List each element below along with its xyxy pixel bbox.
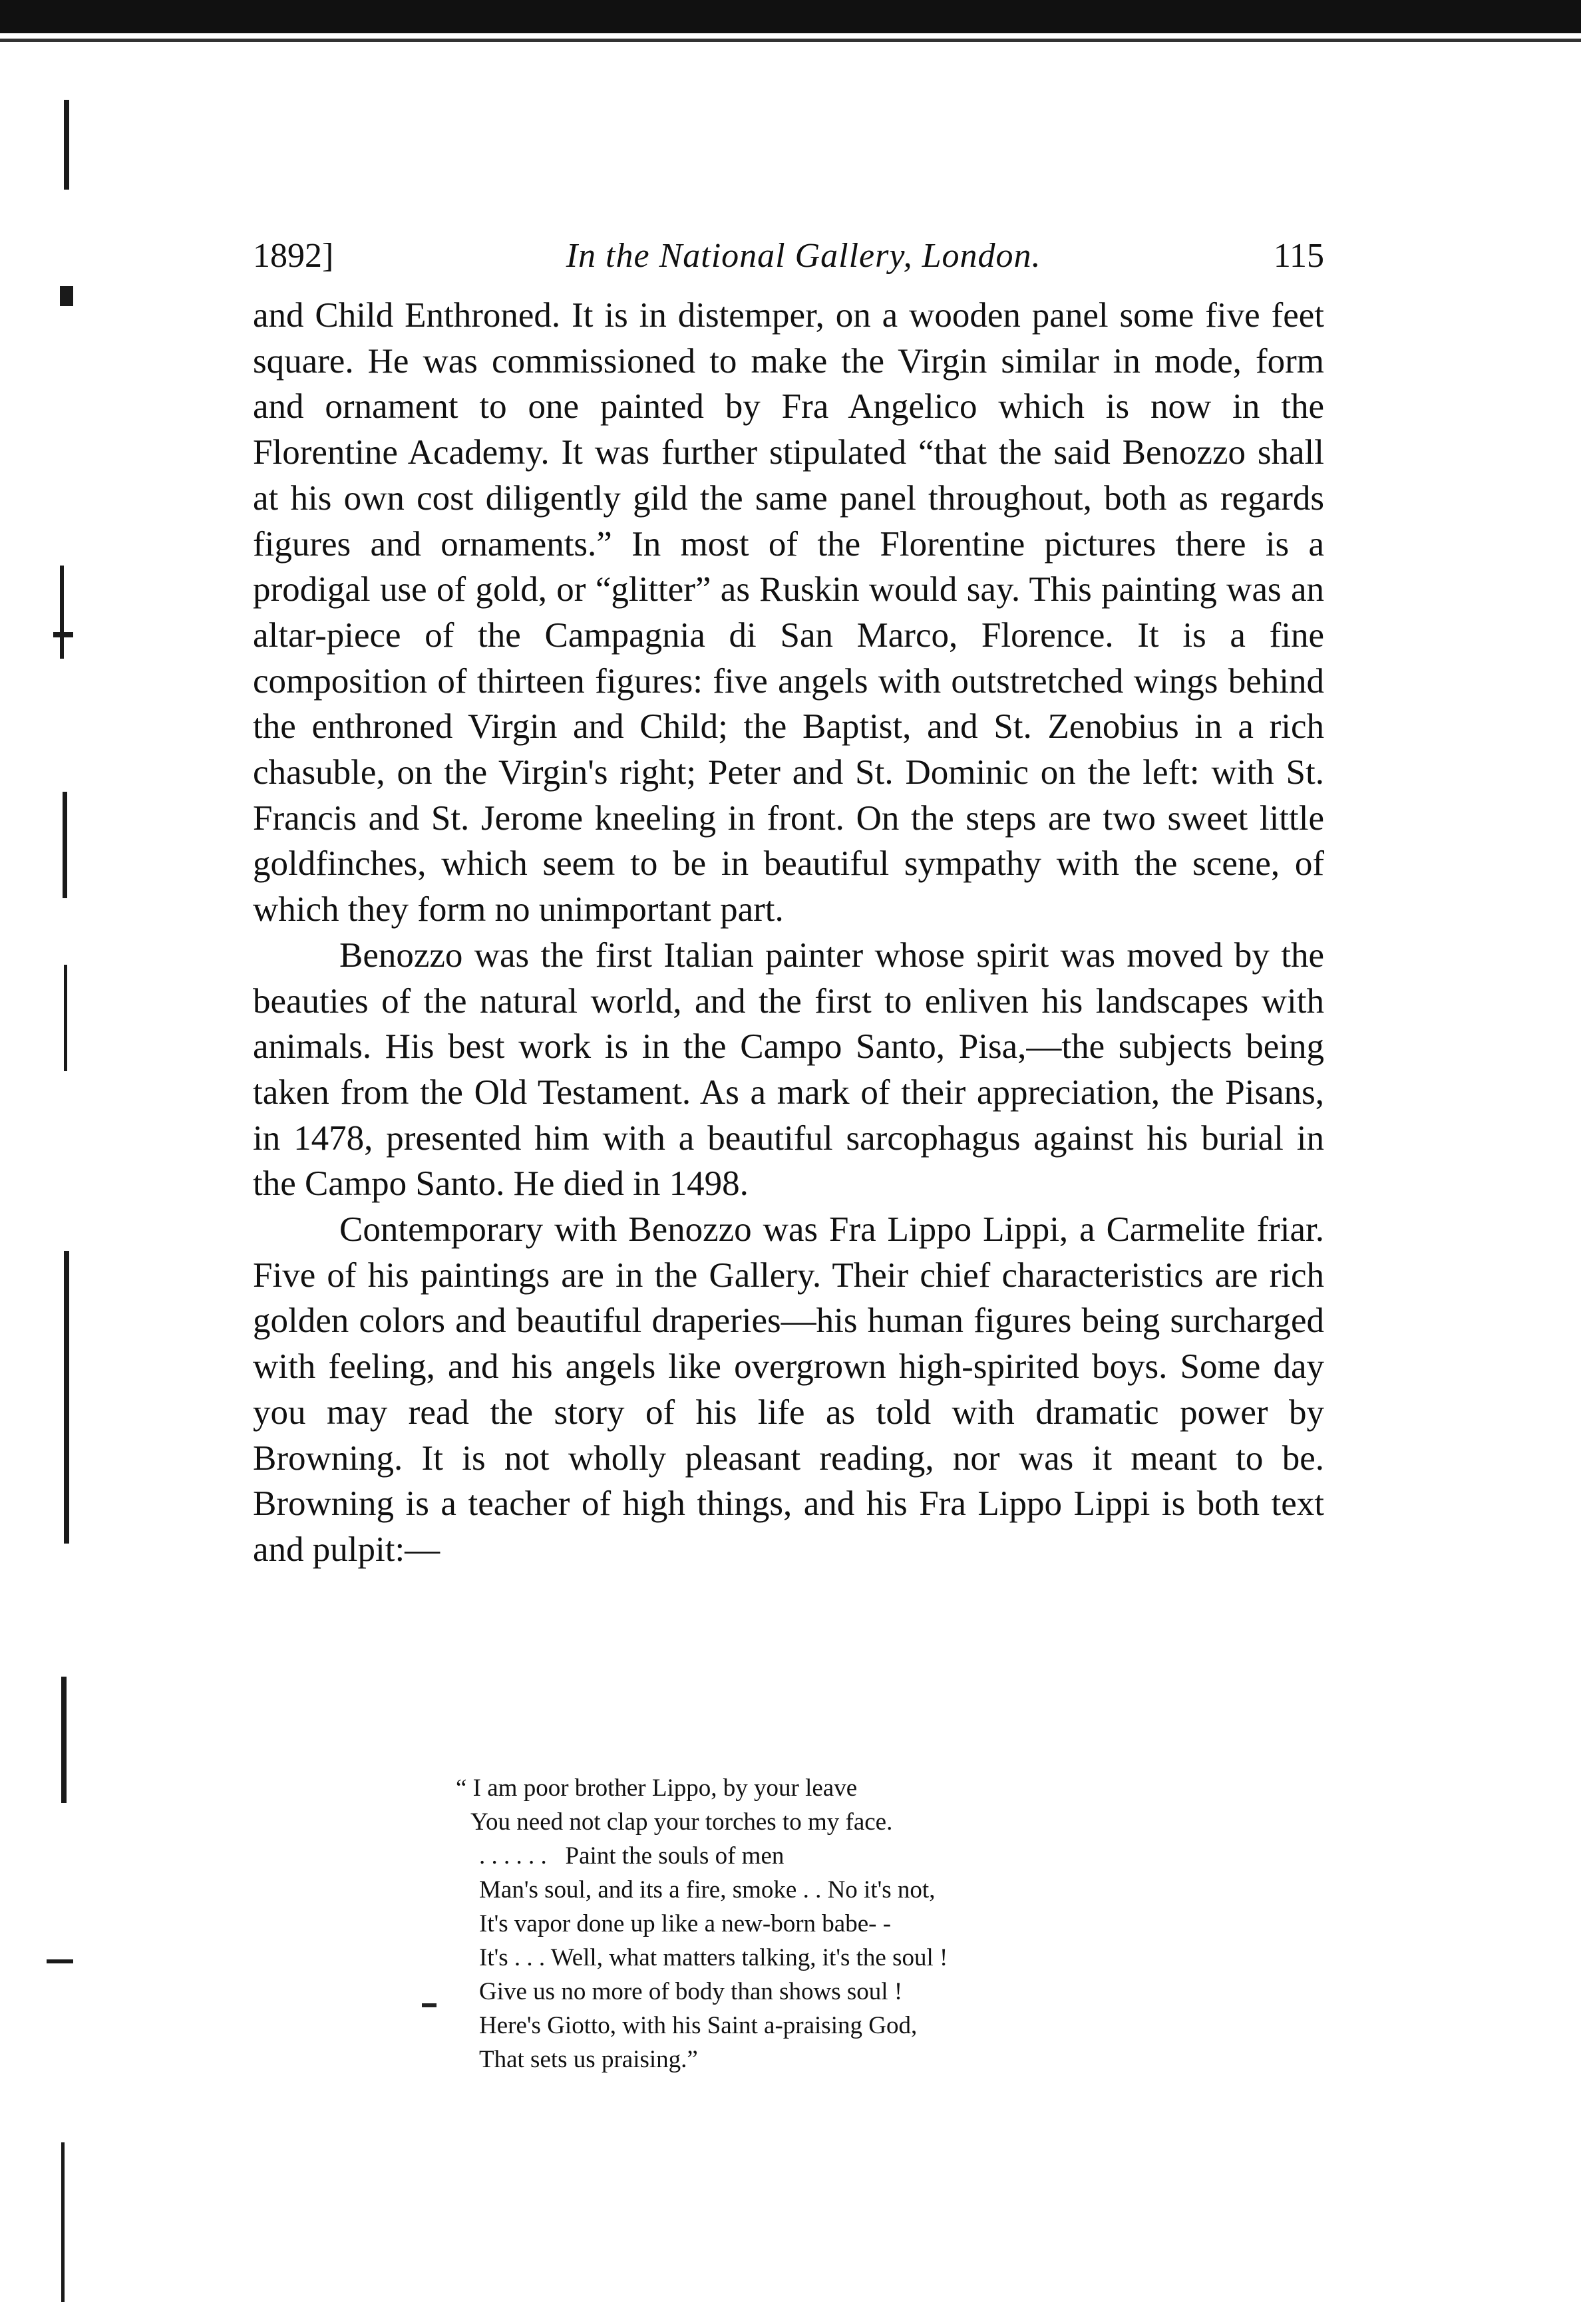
binding-mark <box>53 632 73 637</box>
stray-mark <box>422 2003 437 2007</box>
binding-mark <box>60 286 73 306</box>
binding-mark <box>64 1251 69 1544</box>
poem-line: It's vapor done up like a new-born babe- - <box>479 1910 892 1937</box>
poem-line: “ I am poor brother Lippo, by your leave <box>456 1774 858 1802</box>
header-year: 1892] <box>253 237 334 275</box>
paragraph: Benozzo was the first Italian painter whose spirit was moved by the beauties of the natural world, and the first to enliven his landscapes with animals. His best work is in the Campo Santo, Pisa,—the subjects being taken from the Old Testament. As a mark of their appreciation, the Pisans, in 1478, presented him with a beautiful sarcophagus against his burial in the Campo Santo. He died in 1498. <box>253 935 1324 1204</box>
binding-mark <box>61 2142 65 2302</box>
scan-top-rule <box>0 39 1581 42</box>
paragraph: Contemporary with Benozzo was Fra Lippo Lippi, a Carmelite friar. Five of his paintings are in the Gallery. Their chief characteristics are rich golden colors and beautiful draperies—his human figures being surcharged with feeling, and his angels like overgrown high-spirited boys. Some day you may read the story of his life as told with dramatic power by Browning. It is not wholly pleasant reading, nor was it meant to be. Browning is a teacher of high things, and his Fra Lippo Lippi is both text and pulpit:— <box>253 1210 1324 1569</box>
running-header <box>253 236 1324 283</box>
poem-line: You need not clap your torches to my face. <box>470 1808 893 1836</box>
binding-mark <box>61 1677 67 1803</box>
binding-mark <box>63 792 67 898</box>
binding-mark <box>64 965 67 1071</box>
poem-line: Give us no more of body than shows soul ! <box>479 1978 903 2005</box>
poem-line: Here's Giotto, with his Saint a-praising God, <box>479 2012 918 2039</box>
header-title: In the National Gallery, London. <box>566 237 1041 275</box>
binding-mark <box>47 1959 73 1963</box>
poem-quotation <box>456 1771 1321 2076</box>
poem-line: It's . . . Well, what matters talking, it's the soul ! <box>479 1944 948 1971</box>
poem-line: Man's soul, and its a fire, smoke . . No it's not, <box>479 1876 936 1904</box>
binding-mark <box>60 566 64 659</box>
poem-line: That sets us praising.” <box>479 2046 698 2073</box>
page-number: 115 <box>1273 237 1324 275</box>
poem-line: . . . . . . Paint the souls of men <box>479 1842 785 1870</box>
paragraph: and Child Enthroned. It is in distemper, on a wooden panel some five feet square. He was commissioned to make the Virgin similar in mode, form and ornament to one painted by Fra Angelico which is now in the Florentine Academy. It was further stipulated “that the said Benozzo shall at his own cost diligently gild the same panel throughout, both as regards figures and ornaments.” In most of the Florentine pictures there is a prodigal use of gold, or “glitter” as Ruskin would say. This painting was an altar-piece of the Campagnia di San Marco, Florence. It is a fine composition of thirteen figures: five angels with outstretched wings behind the enthroned Virgin and Child; the Baptist, and St. Zenobius in a rich chasuble, on the Virgin's right; Peter and St. Dominic on the left: with St. Francis and St. Jerome kneeling in front. On the steps are two sweet little goldfinches, which seem to be in beautiful sympathy with the scene, of which they form no unimportant part. <box>253 296 1324 929</box>
binding-mark <box>64 100 69 190</box>
body-text <box>253 293 1324 1573</box>
scan-top-border <box>0 0 1581 33</box>
